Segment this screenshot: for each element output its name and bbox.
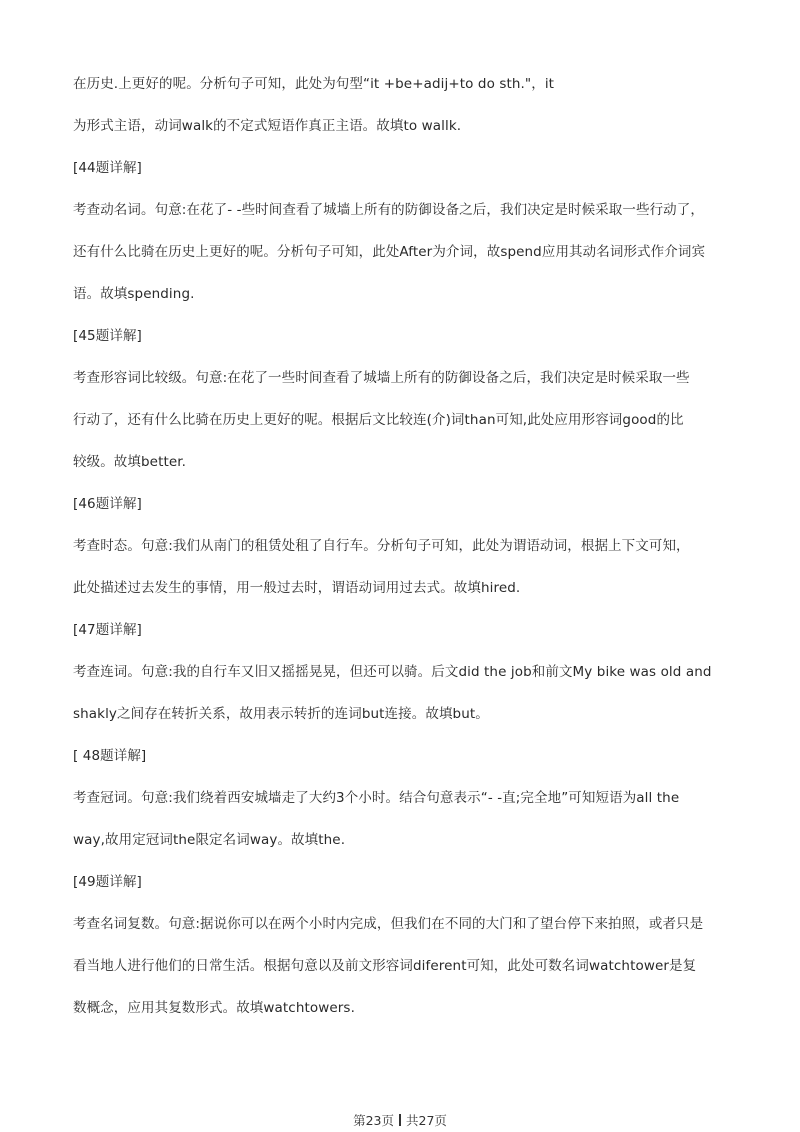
text-line: 此处描述过去发生的事情，用一般过去时，谓语动词用过去式。故填hired. <box>73 580 521 596</box>
section-heading: [ 48题详解] <box>73 748 147 764</box>
text-line: 数概念，应用其复数形式。故填watchtowers. <box>73 1000 355 1016</box>
text-line: 看当地人进行他们的日常生活。根据句意以及前文形容词diferent可知，此处可数名词watchtower是复 <box>73 958 697 974</box>
text-line: 考查冠词。句意:我们绕着西安城墙走了大约3个小时。结合句意表示“- -直;完全地”可知短语为all the <box>73 790 680 806</box>
text-line: 考查动名词。句意:在花了- -些时间查看了城墙上所有的防御设备之后，我们决定是时候采取一些行动了， <box>73 202 704 218</box>
text-line: 还有什么比骑在历史上更好的呢。分析句子可知，此处After为介词，故spend应用其动名词形式作介词宾 <box>73 244 706 260</box>
section-heading: [47题详解] <box>73 622 142 638</box>
text-line: 为形式主语，动词walk的不定式短语作真正主语。故填to wallk. <box>73 118 462 134</box>
text-line: 考查形容词比较级。句意:在花了一些时间查看了城墙上所有的防御设备之后，我们决定是时候采取一些 <box>73 370 690 386</box>
text-line: 考查连词。句意:我的自行车又旧又摇摇晃晃，但还可以骑。后文did the job和前文My bike was old and <box>73 664 712 680</box>
text-line: shakly之间存在转折关系，故用表示转折的连词but连接。故填but。 <box>73 706 489 722</box>
page-number-total: 共27页 <box>406 1113 447 1128</box>
section-heading: [46题详解] <box>73 496 142 512</box>
page-separator <box>399 1114 401 1126</box>
text-line: 考查名词复数。句意:据说你可以在两个小时内完成，但我们在不同的大门和了望台停下来拍照，或者只是 <box>73 916 704 932</box>
text-line: way,故用定冠词the限定名词way。故填the. <box>73 832 346 848</box>
text-line: 语。故填spending. <box>73 286 195 302</box>
section-heading: [49题详解] <box>73 874 142 890</box>
text-line: 在历史.上更好的呢。分析句子可知，此处为句型“it +be+adij+to do sth."，it <box>73 76 555 92</box>
text-line: 行动了，还有什么比骑在历史上更好的呢。根据后文比较连(介)词than可知,此处应用形容词good的比 <box>73 412 684 428</box>
page-footer <box>0 1111 800 1129</box>
section-heading: [45题详解] <box>73 328 142 344</box>
text-line: 考查时态。句意:我们从南门的租赁处租了自行车。分析句子可知，此处为谓语动词，根据上下文可知， <box>73 538 690 554</box>
section-heading: [44题详解] <box>73 160 142 176</box>
text-line: 较级。故填better. <box>73 454 187 470</box>
page-number-current: 第23页 <box>353 1113 394 1128</box>
